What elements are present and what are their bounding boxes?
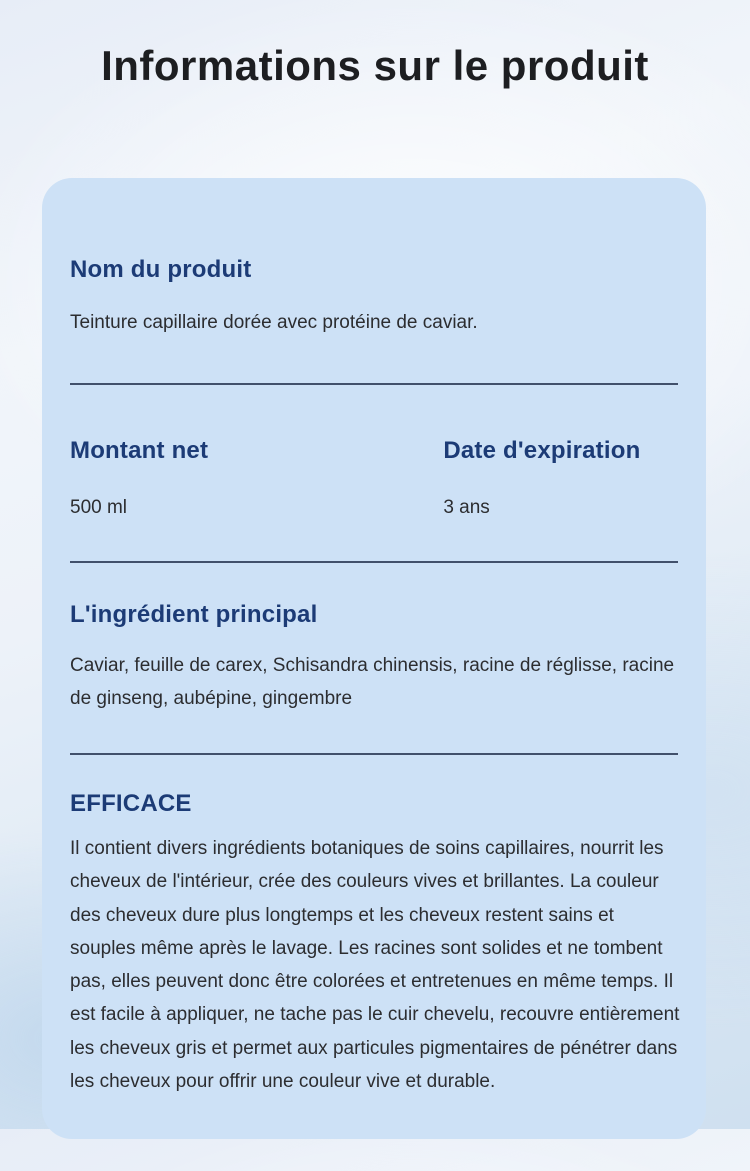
divider [70,753,678,755]
divider [70,383,678,385]
section-efficacy [68,790,680,1098]
product-name-value: Teinture capillaire dorée avec protéine de caviar. [70,312,478,333]
main-ingredient-heading: L'ingrédient principal [70,600,318,628]
product-name-heading: Nom du produit [70,256,252,283]
efficacy-paragraph: Il contient divers ingrédients botaniques de soins capillaires, nourrit les cheveux de l'intérieur, crée des couleurs vives et brillantes. La couleur des cheveux dure plus longtemps et les cheveux restent sains et souples même après le lavage. Les racines sont solides et ne tombent pas, elles peuvent donc être colorées et entretenues en même temps. Il est facile à appliquer, ne tache pas le cuir chevelu, recouvre entièrement les cheveux gris et permet aux particules pigmentaires de pénétrer dans les cheveux pour offrir une couleur vive et durable. [70,838,680,1092]
product-info-card [42,178,706,1139]
expiration-heading: Date d'expiration [443,437,641,465]
efficacy-heading: EFFICACE [70,790,192,817]
section-product-name [68,256,680,339]
page-title: Informations sur le produit [101,42,649,89]
main-ingredient-value: Caviar, feuille de carex, Schisandra chinensis, racine de réglisse, racine de ginseng, aubépine, gingembre [70,654,675,709]
section-amount-expiration [68,437,680,524]
divider [70,561,678,563]
net-amount-heading: Montant net [70,437,209,465]
expiration-value: 3 ans [443,497,490,519]
expiration-column [441,437,680,524]
net-amount-column [68,437,441,524]
section-main-ingredient [68,601,680,716]
net-amount-value: 500 ml [70,497,128,519]
